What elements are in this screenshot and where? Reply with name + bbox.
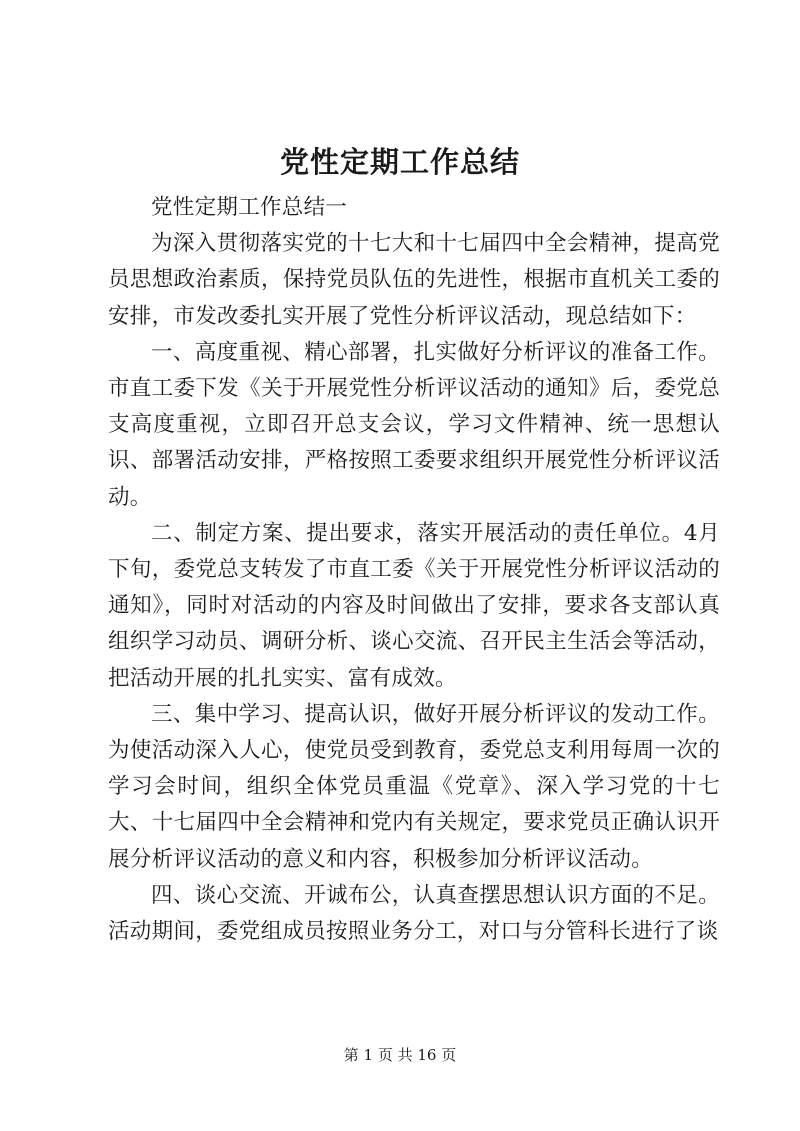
paragraph-intro: 为深入贯彻落实党的十七大和十七届四中全会精神，提高党员思想政治素质，保持党员队伍的先进性，根据市直机关工委的安排，市发改委扎实开展了党性分析评议活动，现总结如下： bbox=[108, 231, 720, 329]
section-heading: 党性定期工作总结一 bbox=[151, 195, 348, 220]
paragraph-three: 三、集中学习、提高认识，做好开展分析评议的发动工作。为使活动深入人心，使党员受到教育，委党总支利用每周一次的学习会时间，组织全体党员重温《党章》、深入学习党的十七大、十七届四中全会精神和党内有关规定，要求党员正确认识开展分析评议活动的意义和内容，积极参加分析评议活动。 bbox=[108, 701, 720, 872]
paragraph-four: 四、谈心交流、开诚布公，认真查摆思想认识方面的不足。活动期间，委党组成员按照业务分工，对口与分管科长进行了谈 bbox=[108, 882, 720, 945]
paragraph-two: 二、制定方案、提出要求，落实开展活动的责任单位。4月下旬，委党总支转发了市直工委《关于开展党性分析评议活动的通知》，同时对活动的内容及时间做出了安排，要求各支部认真组织学习动员、调研分析、谈心交流、召开民主生活会等活动，把活动开展的扎扎实实、富有成效。 bbox=[108, 520, 720, 691]
page-footer: 第 1 页 共 16 页 bbox=[343, 1046, 457, 1064]
paragraph-one: 一、高度重视、精心部署，扎实做好分析评议的准备工作。市直工委下发《关于开展党性分析评议活动的通知》后，委党总支高度重视，立即召开总支会议，学习文件精神、统一思想认识、部署活动安排，严格按照工委要求组织开展党性分析评议活动。 bbox=[108, 339, 720, 510]
document-body bbox=[108, 190, 720, 950]
document-title: 党性定期工作总结 bbox=[279, 145, 520, 179]
